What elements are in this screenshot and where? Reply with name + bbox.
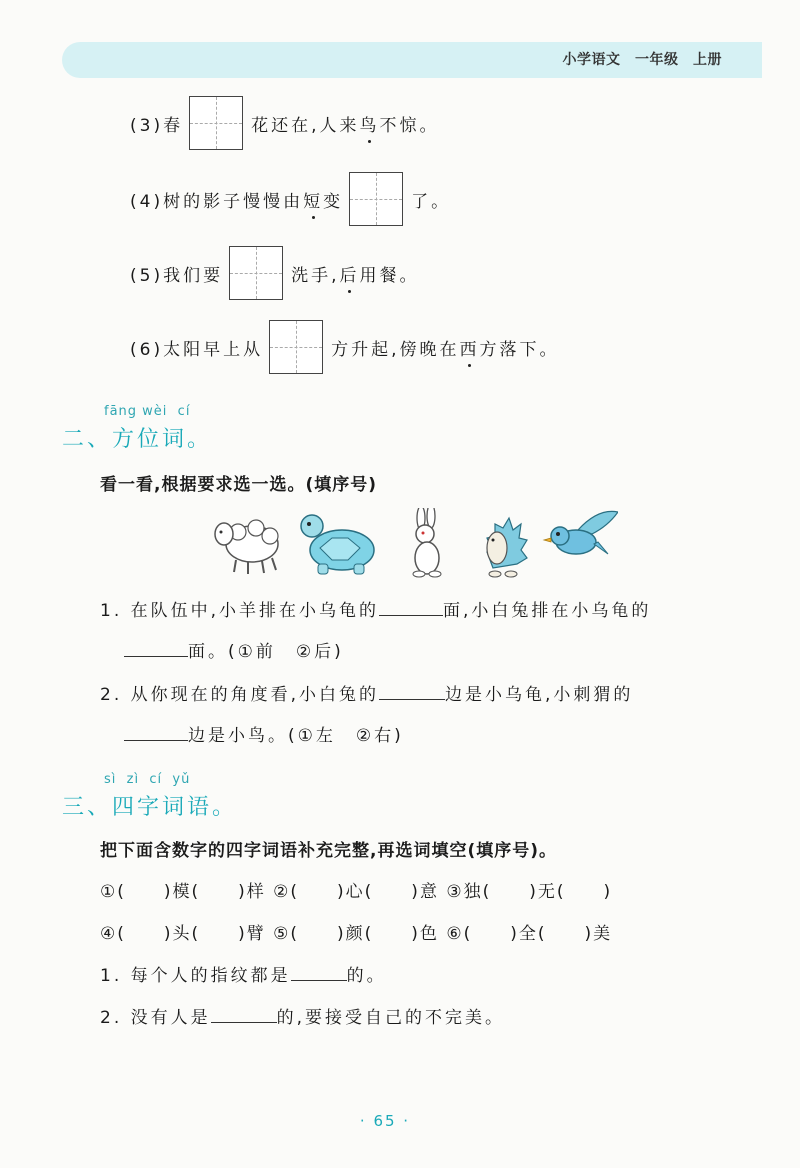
s2q2-text-b: 边是小乌龟,小刺猬的 [445,685,634,705]
tian-grid-box[interactable] [269,320,323,374]
section2-question-1-line1 [100,596,651,621]
section3-pinyin: sì zì cí yǔ [104,772,191,787]
section2-title: 二、方位词。 [62,427,213,452]
hedgehog-icon [487,518,527,577]
s2q2-text-a: 2. 从你现在的角度看,小白兔的 [100,685,380,705]
section3-title: 三、四字词语。 [62,795,238,820]
s2q1-text-b: 面,小白兔排在小乌龟的 [443,601,652,621]
answer-blank[interactable] [124,638,188,657]
rabbit-icon [413,508,441,577]
q5-middle: 洗手, [291,265,340,286]
answer-blank[interactable] [379,597,443,616]
section2-pinyin: fāng wèi cí [104,404,191,419]
q4-middle: 变 [323,191,344,212]
section3-question-1 [100,961,387,986]
s3q2-text-a: 2. 没有人是 [100,1008,211,1028]
q6-suffix: 方落下。 [479,339,560,360]
answer-blank[interactable] [124,722,188,741]
q6-dotted-char: 西 [460,335,480,360]
question-3 [130,103,440,143]
tian-grid-box[interactable] [229,246,283,300]
q4-dotted-char: 短 [303,187,323,212]
s2q1-text-a: 1. 在队伍中,小羊排在小乌龟的 [100,601,380,621]
q4-suffix: 了。 [411,191,452,212]
book-title: 小学语文 一年级 上册 [562,52,722,68]
q3-prefix: (3)春 [130,115,184,136]
tian-grid-box[interactable] [189,96,243,150]
section3-instruction: 把下面含数字的四字词语补充完整,再选词填空(填序号)。 [100,841,557,861]
section2-instruction: 看一看,根据要求选一选。(填序号) [100,475,377,495]
idiom-row-2: ④( )头( )臂 ⑤( )颜( )色 ⑥( )全( )美 [100,924,613,944]
q3-middle: 花还在,人来 [251,115,360,136]
question-6 [130,327,560,367]
idiom-row-1: ①( )模( )样 ②( )心( )意 ③独( )无( ) [100,882,613,902]
animal-row [208,508,618,578]
q6-prefix: (6)太阳早上从 [130,339,264,360]
q5-prefix: (5)我们要 [130,265,224,286]
question-5 [130,253,420,293]
q5-suffix: 用餐。 [359,265,420,286]
answer-blank[interactable] [211,1004,277,1023]
section2-question-1-line2 [124,637,344,662]
turtle-icon [301,515,374,574]
section3-question-2 [100,1003,505,1028]
s3q2-text-b: 的,要接受自己的不完美。 [276,1008,506,1028]
question-4 [130,179,451,219]
sheep-icon [215,520,278,574]
s3q1-text-b: 的。 [346,966,387,986]
s2q2-options: 边是小鸟。(①左 ②右) [188,726,404,746]
answer-blank[interactable] [291,962,347,981]
q3-suffix: 不惊。 [379,115,440,136]
section2-question-2-line2 [124,721,404,746]
q4-prefix: (4)树的影子慢慢由 [130,191,304,212]
section2-question-2-line1 [100,680,633,705]
s3q1-text-a: 1. 每个人的指纹都是 [100,966,291,986]
tian-grid-box[interactable] [349,172,403,226]
s2q1-options: 面。(①前 ②后) [188,642,344,662]
answer-blank[interactable] [379,681,445,700]
q5-dotted-char: 后 [340,261,360,286]
q3-dotted-char: 鸟 [360,111,380,136]
bird-icon [544,511,618,554]
q6-middle: 方升起,傍晚在 [331,339,460,360]
page-number: · 65 · [359,1112,411,1130]
